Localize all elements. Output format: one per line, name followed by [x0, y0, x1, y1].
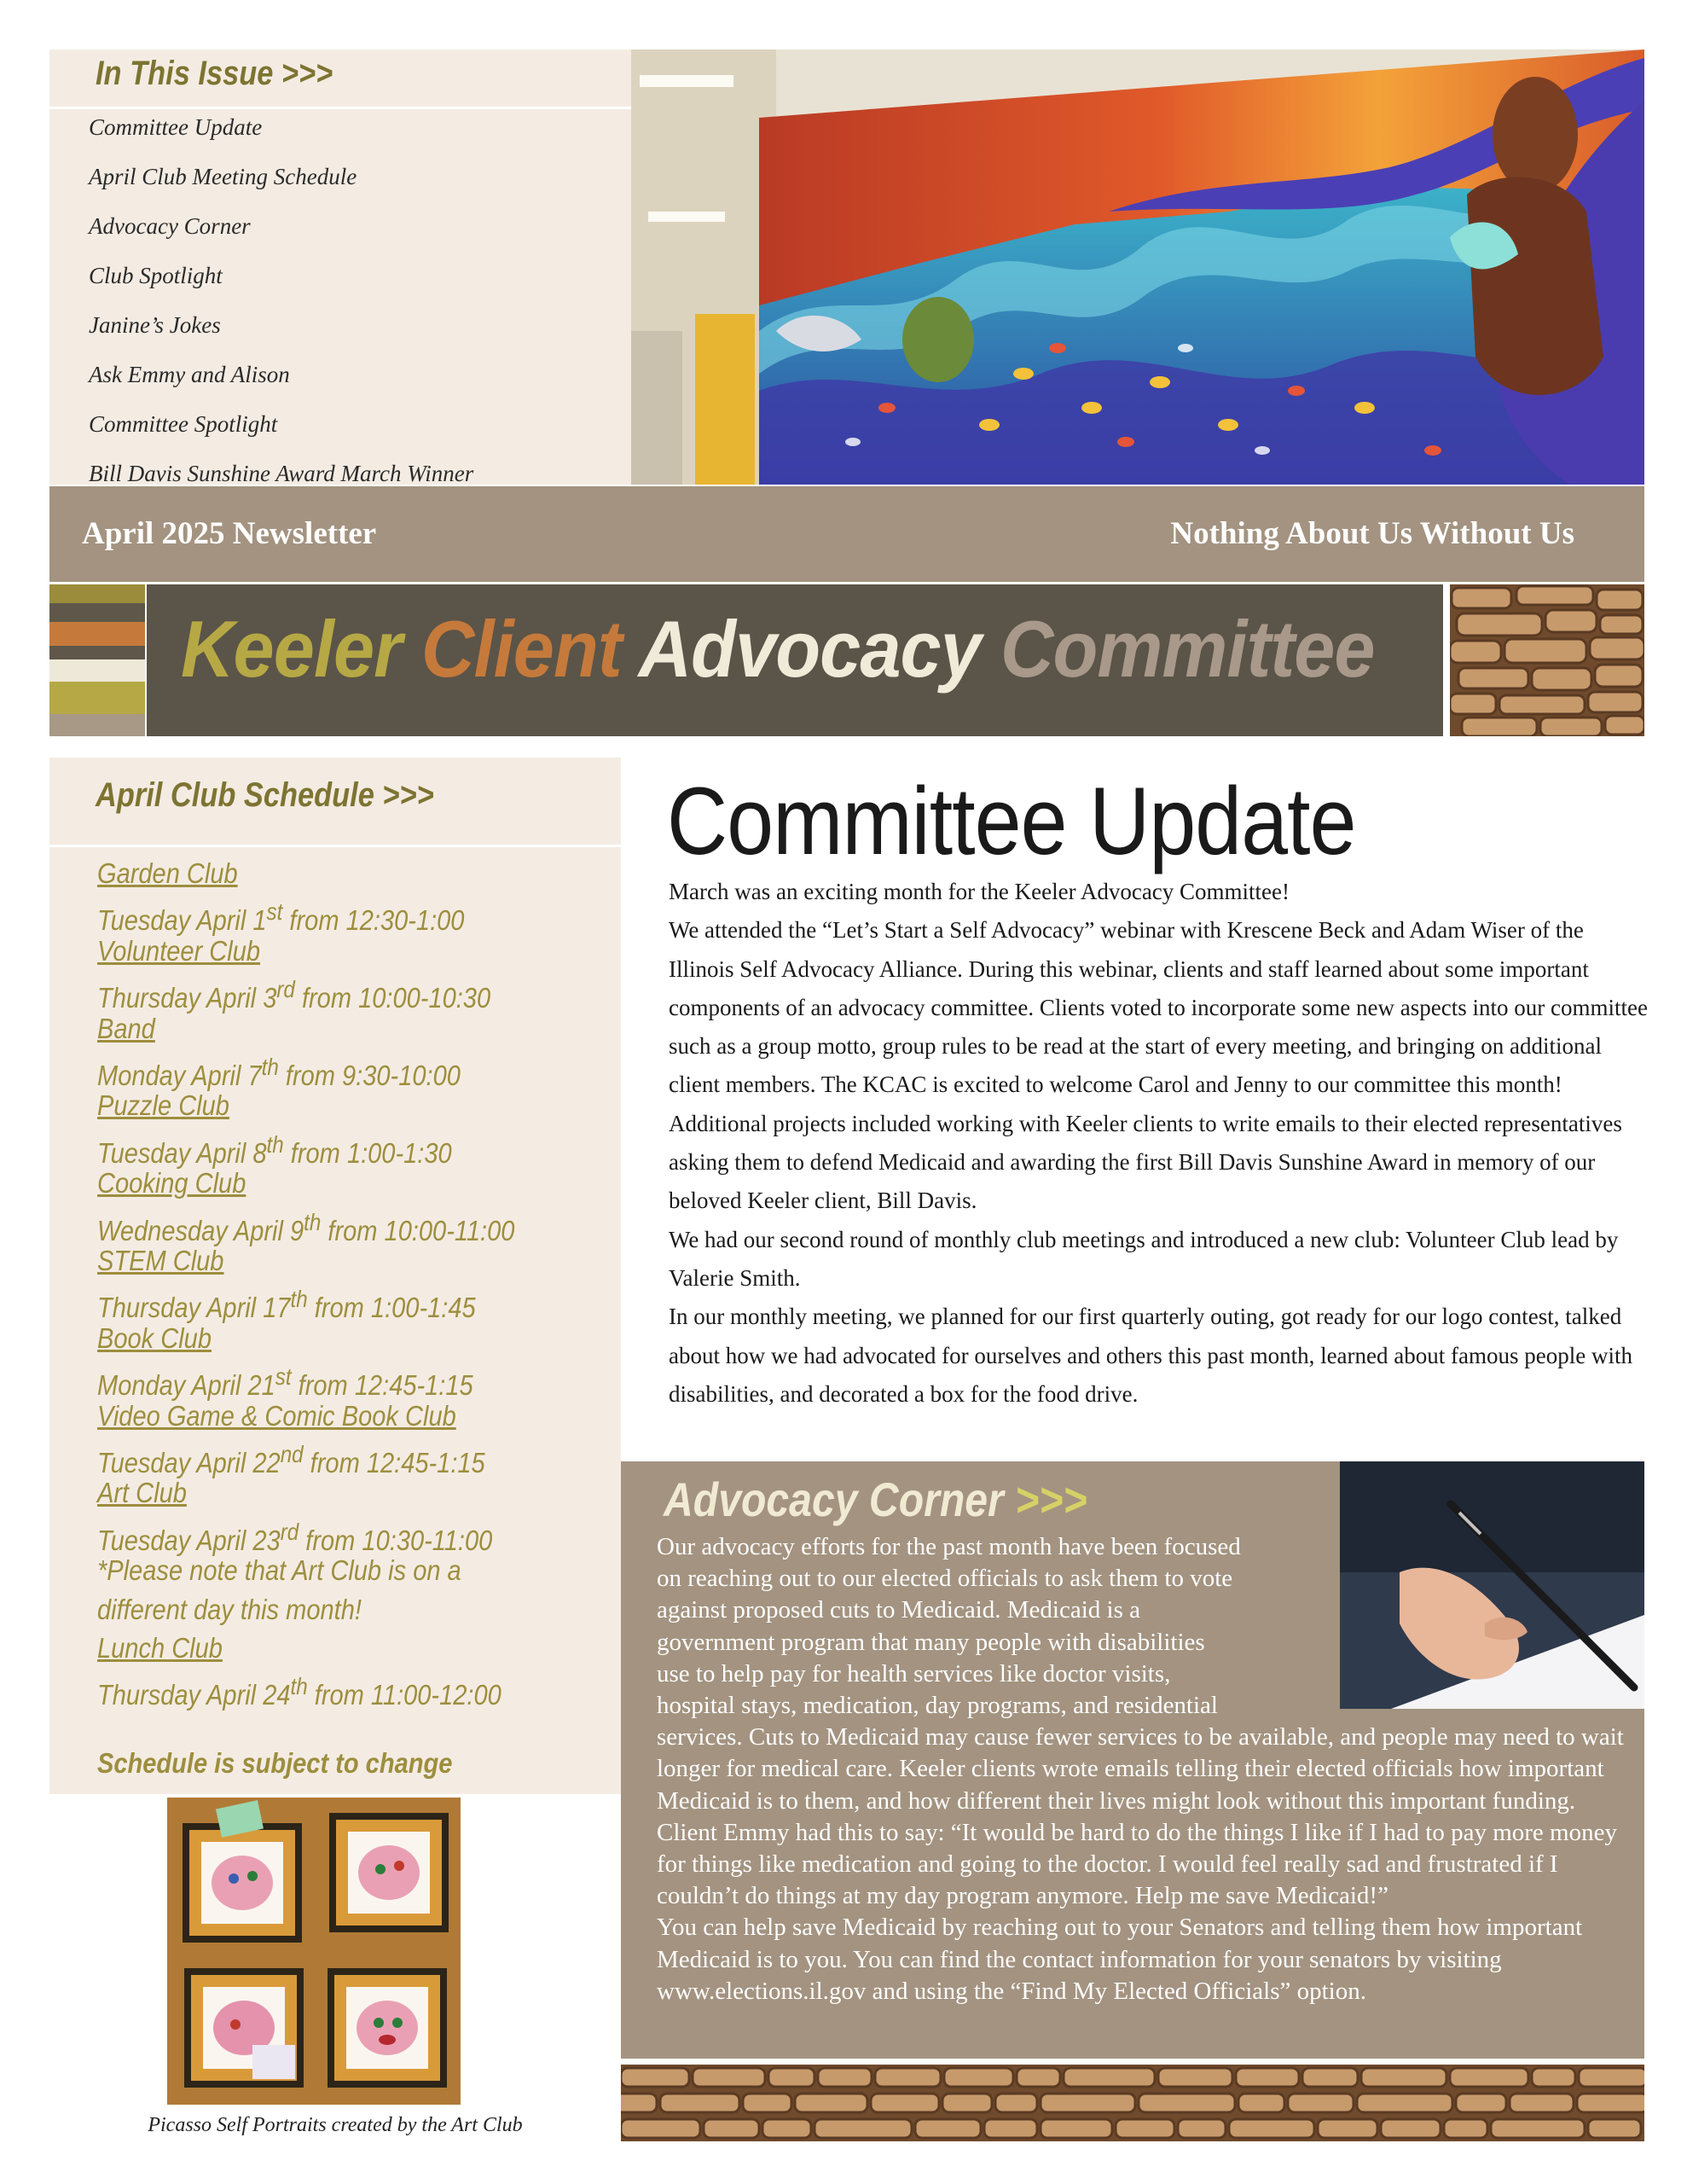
- paragraph: Additional projects included working with Keeler clients to write emails to their elected representatives asking them to defend Medicaid and awarding the first Bill Davis Sunshine Award in memory of our beloved Keeler client, Bill Davis.: [669, 1110, 1622, 1214]
- stone: [1041, 2094, 1135, 2112]
- club-entry: [97, 1009, 571, 1091]
- paragraph: You can help save Medicaid by reaching out to your Senators and telling them how important Medicaid is to you. You can find the contact information for your senators by visiting www.elections.il.gov and using the “Find My Elected Officials” option.: [657, 1914, 1583, 2005]
- stripe: [49, 603, 145, 622]
- stone: [1041, 2119, 1112, 2138]
- club-time: Tuesday April 8th from 1:00-1:30: [97, 1130, 452, 1169]
- stone: [1116, 2119, 1174, 2138]
- art-club-note: *Please note that Art Club is on a different day this month!: [97, 1554, 461, 1625]
- club-entry: [97, 1086, 571, 1169]
- issue-item: April Club Meeting Schedule: [89, 164, 357, 189]
- mural-photo: [631, 49, 1644, 485]
- divider: [49, 845, 621, 847]
- masthead-word: Committee: [1000, 604, 1375, 694]
- stone: [995, 2094, 1037, 2112]
- paragraph: We had our second round of monthly club meetings and introduced a new club: Volunteer Club lead by Valerie Smith.: [669, 1226, 1619, 1291]
- stone: [621, 2094, 657, 2112]
- stripe: [49, 646, 145, 659]
- paragraph: We attended the “Let’s Start a Self Advocacy” webinar with Krescene Beck and Adam Wiser of the Illinois Self Advocacy Alliance. During this webinar, clients and staff learned about some important components of an advocacy committee. Clients voted to incorporate some new aspects into our committee such as a group motto, group rules to be read at the start of every meeting, and bringing on additional client members. The KCAC is excited to welcome Carol and Jenny to our committee this month!: [669, 917, 1648, 1098]
- stone: [1229, 2119, 1314, 2138]
- masthead: [147, 584, 1443, 736]
- club-entry: [97, 854, 571, 937]
- stone: [1288, 2094, 1354, 2112]
- in-this-issue-list: [89, 109, 473, 505]
- stripe: [49, 659, 145, 682]
- issue-item: Ask Emmy and Alison: [89, 362, 290, 387]
- club-link[interactable]: Cooking Club: [97, 1167, 246, 1199]
- committee-update-body: [669, 873, 1649, 1414]
- stone: [1357, 2094, 1452, 2112]
- masthead-word: Client: [421, 604, 622, 694]
- club-entry: [97, 1473, 571, 1556]
- club-time: Thursday April 17th from 1:00-1:45: [97, 1286, 476, 1324]
- stripe: [49, 622, 145, 646]
- masthead-title: [181, 603, 1375, 695]
- stone: [915, 2119, 981, 2138]
- club-time: Tuesday April 23rd from 10:30-11:00: [97, 1518, 493, 1556]
- stone: [660, 2094, 739, 2112]
- stone: [942, 2094, 992, 2112]
- club-schedule-list: [97, 854, 571, 1711]
- club-time: Thursday April 3rd from 10:00-10:30: [97, 976, 491, 1014]
- stone: [875, 2068, 941, 2087]
- stone: [815, 2119, 912, 2138]
- club-link[interactable]: Puzzle Club: [97, 1089, 229, 1122]
- in-this-issue-title: In This Issue >>>: [96, 55, 333, 92]
- stone-texture-image: [1450, 584, 1644, 736]
- club-time: Tuesday April 1st from 12:30-1:00: [97, 898, 465, 937]
- stone: [1139, 2094, 1235, 2112]
- stone: [1236, 2068, 1299, 2087]
- advocacy-intro: Our advocacy efforts for the past month have been focused on reaching out to our elected officials to ask them to vote against proposed cuts to Medicaid. Medicaid is a government program that many people with disabilities use to help pay for health services like doctor visits, hospital stays, medication, day programs, and residential: [657, 1533, 1241, 1720]
- paragraph: March was an exciting month for the Keeler Advocacy Committee!: [669, 879, 1290, 904]
- stone: [1064, 2068, 1155, 2087]
- club-entry: [97, 1397, 571, 1478]
- decorative-stripes: [49, 584, 145, 736]
- issue-item: Bill Davis Sunshine Award March Winner: [89, 461, 474, 486]
- paragraph: services. Cuts to Medicaid may cause fewer services to be available, and people may need to wait longer for medical care. Keeler clients wrote emails telling their elected officials how important Medicaid is to them, and how different their lives might look without this important funding. Client Emmy had this to say: “It would be hard to do the things I like if I had to pay more money for things like medication and going to the doctor. I would feel really sad and frustrated if I couldn’t do things at my day program anymore. Help me save Medicaid!”: [657, 1723, 1624, 1910]
- stone: [1491, 2119, 1585, 2138]
- club-link[interactable]: Art Club: [97, 1477, 187, 1509]
- club-time: Monday April 21st from 12:45-1:15: [97, 1363, 473, 1402]
- stone: [1510, 2094, 1574, 2112]
- stone: [704, 2119, 759, 2138]
- club-schedule-title: April Club Schedule >>>: [96, 776, 434, 814]
- club-entry: [97, 1164, 571, 1246]
- club-entry: [97, 1241, 571, 1324]
- stone: [795, 2094, 867, 2112]
- masthead-word: Keeler: [181, 604, 402, 694]
- stone: [944, 2068, 1013, 2087]
- newsletter-banner: [49, 486, 1644, 582]
- stripe: [49, 584, 145, 603]
- stone: [1456, 2094, 1506, 2112]
- issue-item: Advocacy Corner: [89, 213, 251, 239]
- club-entry: [97, 1319, 571, 1402]
- stone: [1178, 2119, 1226, 2138]
- newsletter-tagline: Nothing About Us Without Us: [1170, 516, 1574, 551]
- club-link[interactable]: Volunteer Club: [97, 934, 261, 967]
- stone: [1302, 2068, 1358, 2087]
- advocacy-corner-panel: [621, 1461, 1644, 2059]
- stone: [1361, 2068, 1446, 2087]
- club-link[interactable]: Video Game & Comic Book Club: [97, 1399, 456, 1432]
- in-this-issue-panel: [49, 49, 631, 485]
- club-link[interactable]: Lunch Club: [97, 1631, 223, 1664]
- club-entry: [97, 932, 571, 1014]
- club-entry: [97, 1629, 571, 1711]
- stone: [1238, 2094, 1284, 2112]
- stone: [1158, 2068, 1232, 2087]
- stone: [1579, 2068, 1644, 2087]
- club-time: Wednesday April 9th from 10:00-11:00: [97, 1208, 515, 1246]
- club-time: Monday April 7th from 9:30-10:00: [97, 1053, 461, 1091]
- stone: [984, 2119, 1037, 2138]
- club-time: Tuesday April 22nd from 12:45-1:15: [97, 1440, 485, 1478]
- stone: [693, 2068, 765, 2087]
- issue-item: Janine’s Jokes: [89, 312, 221, 338]
- masthead-word: Advocacy: [638, 604, 981, 694]
- stone: [1318, 2119, 1377, 2138]
- club-link[interactable]: Garden Club: [97, 857, 238, 889]
- stone: [818, 2068, 872, 2087]
- paragraph: In our monthly meeting, we planned for our first quarterly outing, got ready for our logo contest, talked about how we had advocated for ourselves and others this past month, learned about famous people with disabilities, and decorated a box for the food drive.: [669, 1304, 1632, 1407]
- stone-texture-image: [621, 2065, 1644, 2141]
- stone: [1450, 2068, 1528, 2087]
- stone: [768, 2068, 815, 2087]
- stripe: [49, 714, 145, 736]
- committee-update-heading: Committee Update: [667, 768, 1356, 874]
- art-club-portraits-photo: [167, 1798, 461, 2105]
- club-link[interactable]: Book Club: [97, 1321, 212, 1354]
- stone: [1444, 2119, 1487, 2138]
- schedule-disclaimer: Schedule is subject to change: [97, 1747, 453, 1779]
- stripe: [49, 682, 145, 714]
- stone: [762, 2119, 811, 2138]
- stone: [743, 2094, 791, 2112]
- issue-item: Club Spotlight: [89, 263, 223, 288]
- club-link[interactable]: Band: [97, 1012, 155, 1044]
- issue-item: Committee Spotlight: [89, 411, 278, 437]
- stone: [1532, 2068, 1575, 2087]
- stone: [1588, 2119, 1641, 2138]
- stone: [1577, 2094, 1644, 2112]
- stone: [1017, 2068, 1060, 2087]
- stone: [1381, 2119, 1441, 2138]
- issue-item: Committee Update: [89, 114, 263, 140]
- advocacy-corner-heading: Advocacy Corner >>>: [664, 1472, 1087, 1526]
- club-schedule-panel: [49, 758, 621, 1794]
- stone: [621, 2068, 689, 2087]
- stone: [621, 2119, 700, 2138]
- club-time: Thursday April 24th from 11:00-12:00: [97, 1673, 501, 1711]
- advocacy-corner-body: [657, 1531, 1629, 2007]
- newsletter-date: April 2025 Newsletter: [82, 516, 377, 551]
- art-photo-caption: Picasso Self Portraits created by the Art Club: [148, 2114, 523, 2136]
- club-link[interactable]: STEM Club: [97, 1244, 224, 1276]
- stone: [871, 2094, 939, 2112]
